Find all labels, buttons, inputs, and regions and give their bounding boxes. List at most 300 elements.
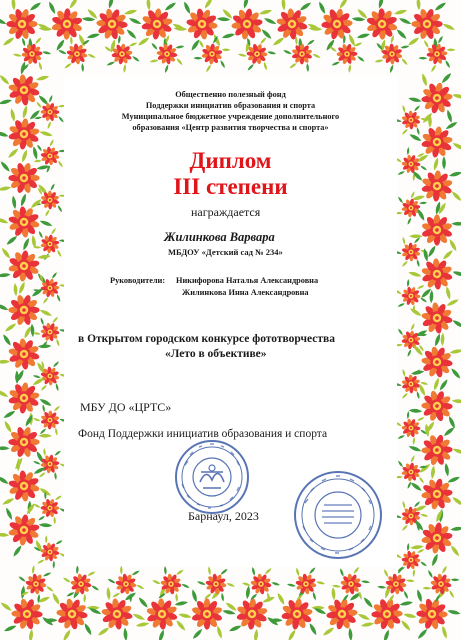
leaf-ornament xyxy=(430,465,435,479)
leaf-ornament xyxy=(13,53,22,57)
leaf-ornament xyxy=(397,328,404,336)
leaf-ornament xyxy=(55,383,59,391)
leaf-ornament xyxy=(0,532,9,537)
leaf-ornament xyxy=(29,1,42,12)
leaf-ornament xyxy=(451,578,460,581)
leaf-ornament xyxy=(440,72,452,84)
leaf-ornament xyxy=(9,108,16,122)
leaf-ornament xyxy=(451,222,461,226)
leaf-ornament xyxy=(361,621,375,627)
leaf-ornament xyxy=(348,64,352,73)
leaf-ornament xyxy=(64,62,73,69)
leaf-ornament xyxy=(417,416,425,421)
leaf-ornament xyxy=(53,561,55,569)
leaf-ornament xyxy=(289,62,298,69)
leaf-ornament xyxy=(54,495,62,501)
leaf-ornament xyxy=(402,237,406,245)
leaf-ornament xyxy=(22,237,31,251)
leaf-ornament xyxy=(383,569,389,578)
leaf-ornament xyxy=(444,60,451,69)
leaf-ornament xyxy=(50,183,56,191)
leaf-ornament xyxy=(107,578,116,585)
leaf-ornament xyxy=(39,397,53,407)
leaf-ornament xyxy=(450,190,461,202)
leaf-ornament xyxy=(449,348,461,354)
leaf-ornament xyxy=(251,567,255,576)
leaf-ornament xyxy=(312,53,321,59)
leaf-ornament xyxy=(447,609,461,616)
leaf-ornament xyxy=(191,589,199,603)
leaf-ornament xyxy=(402,369,406,377)
leaf-ornament xyxy=(353,566,361,575)
leaf-ornament xyxy=(192,628,204,640)
leaf-ornament xyxy=(128,17,142,26)
leaf-ornament xyxy=(407,147,410,155)
leaf-ornament xyxy=(40,317,45,325)
leaf-ornament xyxy=(18,575,27,582)
leaf-ornament xyxy=(21,105,28,119)
supervisors-label: Руководители: xyxy=(110,276,166,285)
leaf-ornament xyxy=(2,36,15,47)
leaf-ornament xyxy=(356,32,370,39)
flower-ornament xyxy=(7,28,57,79)
leaf-ornament xyxy=(434,1,447,12)
leaf-ornament xyxy=(0,272,11,277)
leaf-ornament xyxy=(123,64,127,73)
signatory-second: Фонд Поддержки инициатив образования и спорта xyxy=(78,428,328,440)
leaf-ornament xyxy=(38,515,46,521)
leaf-ornament xyxy=(402,105,406,113)
leaf-ornament xyxy=(247,63,255,71)
leaf-ornament xyxy=(416,127,420,135)
leaf-ornament xyxy=(339,568,345,577)
leaf-ornament xyxy=(441,565,448,574)
leaf-ornament xyxy=(410,455,415,463)
leaf-ornament xyxy=(48,95,53,103)
leaf-ornament xyxy=(207,566,211,575)
flower-ornament xyxy=(412,30,461,78)
leaf-ornament xyxy=(398,17,412,26)
leaf-ornament xyxy=(222,48,231,51)
leaf-ornament xyxy=(118,35,122,44)
leaf-ornament xyxy=(452,93,461,100)
leaf-ornament xyxy=(438,378,449,391)
leaf-ornament xyxy=(407,411,410,419)
leaf-ornament xyxy=(45,535,47,543)
leaf-ornament xyxy=(175,593,178,602)
leaf-ornament xyxy=(54,427,58,435)
leaf-ornament xyxy=(447,48,456,51)
leaf-ornament xyxy=(437,35,444,44)
leaf-ornament xyxy=(51,592,61,606)
leaf-ornament xyxy=(42,404,46,412)
leaf-ornament xyxy=(39,428,47,435)
leaf-ornament xyxy=(176,57,184,65)
recipient-name: Жилинкова Варвара xyxy=(164,230,275,244)
leaf-ornament xyxy=(123,627,128,640)
leaf-ornament xyxy=(50,227,56,235)
flower-ornament xyxy=(393,320,429,359)
leaf-ornament xyxy=(66,591,75,597)
leaf-ornament xyxy=(271,581,280,586)
leaf-ornament xyxy=(132,612,146,621)
leaf-ornament xyxy=(197,580,206,586)
leaf-ornament xyxy=(49,139,54,147)
flower-ornament xyxy=(393,499,429,532)
leaf-ornament xyxy=(52,361,59,368)
leaf-ornament xyxy=(434,333,442,347)
leaf-ornament xyxy=(221,593,225,602)
leaf-ornament xyxy=(136,584,145,591)
leaf-ornament xyxy=(70,36,73,45)
leaf-ornament xyxy=(419,201,427,204)
flower-ornament xyxy=(83,0,140,55)
leaf-ornament xyxy=(408,444,422,452)
flower-ornament xyxy=(32,225,69,263)
leaf-ornament xyxy=(76,565,79,574)
leaf-ornament xyxy=(354,42,363,48)
leaf-ornament xyxy=(267,51,276,55)
leaf-ornament xyxy=(245,585,250,599)
leaf-ornament xyxy=(427,245,437,259)
leaf-ornament xyxy=(264,567,272,575)
leaf-ornament xyxy=(220,568,229,576)
leaf-ornament xyxy=(401,392,408,399)
leaf-ornament xyxy=(417,548,425,553)
leaf-ornament xyxy=(5,235,18,246)
footer-city-year: Барнаул, 2023 xyxy=(188,509,259,523)
leaf-ornament xyxy=(0,74,11,86)
leaf-ornament xyxy=(420,381,428,385)
leaf-ornament xyxy=(56,294,61,302)
leaf-ornament xyxy=(409,133,423,143)
leaf-ornament xyxy=(253,629,258,640)
leaf-ornament xyxy=(3,624,17,633)
supervisor-first: Никифорова Наталья Александровна xyxy=(176,276,319,285)
leaf-ornament xyxy=(91,584,100,591)
leaf-ornament xyxy=(318,1,327,15)
leaf-ornament xyxy=(0,17,7,26)
leaf-ornament xyxy=(0,475,9,486)
leaf-ornament xyxy=(407,543,410,551)
leaf-ornament xyxy=(412,344,424,357)
leaf-ornament xyxy=(11,0,16,11)
flower-ornament xyxy=(125,0,188,53)
leaf-ornament xyxy=(34,160,42,163)
leaf-ornament xyxy=(389,64,394,73)
leaf-ornament xyxy=(219,60,226,69)
leaf-ornament xyxy=(447,415,456,429)
leaf-ornament xyxy=(331,61,340,67)
leaf-ornament xyxy=(259,37,267,45)
leaf-ornament xyxy=(442,22,456,31)
leaf-ornament xyxy=(446,298,460,307)
flower-ornament xyxy=(0,0,51,51)
leaf-ornament xyxy=(412,569,415,577)
leaf-ornament xyxy=(30,198,43,209)
leaf-ornament xyxy=(28,629,33,640)
leaf-ornament xyxy=(416,259,420,267)
leaf-ornament xyxy=(402,501,406,509)
leaf-ornament xyxy=(33,460,41,465)
leaf-ornament xyxy=(420,165,428,172)
leaf-ornament xyxy=(357,612,371,621)
leaf-ornament xyxy=(36,144,43,152)
leaf-ornament xyxy=(152,579,161,585)
leaf-ornament xyxy=(1,497,15,506)
leaf-ornament xyxy=(13,283,18,297)
leaf-ornament xyxy=(401,57,409,65)
leaf-ornament xyxy=(443,426,456,437)
leaf-ornament xyxy=(420,513,428,517)
leaf-ornament xyxy=(0,247,11,260)
leaf-ornament xyxy=(132,55,141,62)
leaf-ornament xyxy=(7,147,19,159)
leaf-ornament xyxy=(407,481,412,489)
diploma-content xyxy=(64,76,397,566)
leaf-ornament xyxy=(83,594,86,603)
leaf-ornament xyxy=(242,582,251,587)
leaf-ornament xyxy=(416,589,424,603)
leaf-ornament xyxy=(11,195,17,209)
leaf-ornament xyxy=(136,621,150,627)
leaf-ornament xyxy=(47,121,52,129)
leaf-ornament xyxy=(272,36,285,47)
leaf-ornament xyxy=(287,629,297,640)
leaf-ornament xyxy=(0,130,9,138)
leaf-ornament xyxy=(37,559,45,565)
flower-ornament xyxy=(239,563,283,605)
leaf-ornament xyxy=(175,619,187,632)
leaf-ornament xyxy=(56,249,62,257)
leaf-ornament xyxy=(431,553,440,567)
leaf-ornament xyxy=(452,399,461,404)
contest-line-1: в Открытом городском конкурсе фототворчества xyxy=(78,333,335,345)
leaf-ornament xyxy=(217,17,231,22)
leaf-ornament xyxy=(451,496,461,507)
leaf-ornament xyxy=(306,63,309,72)
leaf-ornament xyxy=(55,338,60,346)
leaf-ornament xyxy=(30,323,35,337)
leaf-ornament xyxy=(442,249,454,261)
leaf-ornament xyxy=(417,284,425,289)
leaf-ornament xyxy=(287,583,296,587)
leaf-ornament xyxy=(329,45,338,52)
leaf-ornament xyxy=(87,53,96,59)
leaf-ornament xyxy=(399,600,413,606)
flower-ornament xyxy=(215,0,279,57)
leaf-ornament xyxy=(441,625,449,639)
leaf-ornament xyxy=(410,544,424,549)
leaf-ornament xyxy=(259,9,273,16)
leaf-ornament xyxy=(0,303,9,312)
leaf-ornament xyxy=(106,61,115,67)
leaf-ornament xyxy=(183,1,192,15)
leaf-ornament xyxy=(39,130,53,138)
leaf-ornament xyxy=(322,626,335,637)
leaf-ornament xyxy=(446,109,454,123)
leaf-ornament xyxy=(448,238,458,252)
leaf-ornament xyxy=(39,523,53,528)
leaf-ornament xyxy=(400,619,412,632)
leaf-ornament xyxy=(38,61,43,70)
flower-ornament xyxy=(100,33,143,75)
leaf-ornament xyxy=(54,450,62,457)
flower-ornament xyxy=(233,30,280,79)
leaf-ornament xyxy=(394,9,408,16)
leaf-ornament xyxy=(53,516,56,524)
leaf-ornament xyxy=(82,17,96,22)
org-line-2: Поддержки инициатив образования и спорта xyxy=(145,101,316,110)
leaf-ornament xyxy=(62,629,72,640)
leaf-ornament xyxy=(417,628,429,640)
leaf-ornament xyxy=(397,460,404,468)
flower-ornament xyxy=(16,562,56,606)
leaf-ornament xyxy=(0,601,13,612)
leaf-ornament xyxy=(137,36,150,47)
flower-ornament xyxy=(284,563,327,606)
flower-ornament xyxy=(133,583,191,640)
leaf-ornament xyxy=(146,0,151,11)
leaf-ornament xyxy=(87,571,96,577)
leaf-ornament xyxy=(18,281,27,295)
leaf-ornament xyxy=(43,448,46,456)
leaf-ornament xyxy=(48,1,57,15)
leaf-ornament xyxy=(19,193,27,207)
leaf-ornament xyxy=(316,581,325,585)
flower-ornament xyxy=(347,0,417,58)
supervisor-second: Жилинкова Инна Александровна xyxy=(182,288,309,297)
leaf-ornament xyxy=(447,475,461,484)
leaf-ornament xyxy=(164,566,167,575)
leaf-ornament xyxy=(422,587,431,590)
leaf-ornament xyxy=(397,170,405,175)
leaf-ornament xyxy=(0,446,10,450)
leaf-ornament xyxy=(203,0,214,10)
leaf-ornament xyxy=(452,447,461,455)
org-line-3: Муниципальное бюджетное учреждение дополнительного xyxy=(121,112,340,121)
leaf-ornament xyxy=(403,612,417,619)
leaf-ornament xyxy=(129,42,138,48)
diploma-degree: III степени xyxy=(173,174,288,199)
leaf-ornament xyxy=(21,149,29,163)
leaf-ornament xyxy=(57,160,64,168)
left-seal-icon xyxy=(173,438,251,516)
leaf-ornament xyxy=(408,96,422,103)
leaf-ornament xyxy=(34,37,42,45)
flower-ornament xyxy=(393,410,428,445)
leaf-ornament xyxy=(410,481,423,492)
leaf-ornament xyxy=(401,524,408,531)
leaf-ornament xyxy=(57,205,63,213)
leaf-ornament xyxy=(151,42,159,50)
leaf-ornament xyxy=(238,53,247,57)
leaf-ornament xyxy=(0,216,9,224)
leaf-ornament xyxy=(397,434,405,439)
leaf-ornament xyxy=(36,75,50,82)
leaf-ornament xyxy=(263,17,277,26)
leaf-ornament xyxy=(408,270,422,278)
leaf-ornament xyxy=(452,141,461,151)
flower-ornament xyxy=(304,0,370,59)
leaf-ornament xyxy=(281,0,286,11)
leaf-ornament xyxy=(295,567,300,576)
leaf-ornament xyxy=(36,101,43,109)
leaf-ornament xyxy=(216,625,224,639)
leaf-ornament xyxy=(407,349,412,357)
leaf-ornament xyxy=(51,272,58,280)
diploma-title: Диплом xyxy=(189,148,272,173)
leaf-ornament xyxy=(62,577,71,584)
leaf-ornament xyxy=(445,286,452,300)
leaf-ornament xyxy=(5,507,14,521)
leaf-ornament xyxy=(432,377,440,391)
leaf-ornament xyxy=(176,569,185,576)
leaf-ornament xyxy=(397,196,404,204)
leaf-ornament xyxy=(263,61,268,70)
leaf-ornament xyxy=(0,360,10,364)
leaf-ornament xyxy=(409,307,422,318)
leaf-ornament xyxy=(39,308,53,317)
flower-ornament xyxy=(59,563,103,605)
leaf-ornament xyxy=(3,409,17,419)
leaf-ornament xyxy=(68,0,79,10)
org-line-1: Общественно полезный фонд xyxy=(175,90,286,99)
leaf-ornament xyxy=(260,28,272,40)
leaf-ornament xyxy=(124,9,138,16)
leaf-ornament xyxy=(86,32,100,39)
leaf-ornament xyxy=(38,434,52,438)
leaf-ornament xyxy=(361,580,370,584)
leaf-ornament xyxy=(312,591,317,600)
leaf-ornament xyxy=(410,323,415,331)
leaf-ornament xyxy=(125,28,137,40)
leaf-ornament xyxy=(401,260,408,267)
recipient-institution: МБДОУ «Детский сад № 234» xyxy=(168,247,283,257)
leaf-ornament xyxy=(149,59,158,63)
leaf-ornament xyxy=(448,590,455,599)
contest-line-2: «Лето в объективе» xyxy=(165,348,267,360)
leaf-ornament xyxy=(112,592,121,599)
leaf-ornament xyxy=(429,290,433,304)
leaf-ornament xyxy=(403,590,409,599)
leaf-ornament xyxy=(407,36,420,47)
leaf-ornament xyxy=(299,1,312,12)
leaf-ornament xyxy=(421,73,429,87)
leaf-ornament xyxy=(450,526,461,531)
leaf-ornament xyxy=(54,472,57,480)
leaf-ornament xyxy=(120,566,123,575)
leaf-ornament xyxy=(107,0,114,9)
leaf-ornament xyxy=(39,219,53,227)
leaf-ornament xyxy=(418,57,427,60)
leaf-ornament xyxy=(307,39,316,46)
leaf-ornament xyxy=(242,0,249,9)
leaf-ornament xyxy=(43,572,52,578)
leaf-ornament xyxy=(338,0,349,10)
leaf-ornament xyxy=(0,389,9,399)
leaf-ornament xyxy=(53,405,61,412)
flower-ornament xyxy=(189,33,234,75)
leaf-ornament xyxy=(308,622,318,636)
leaf-ornament xyxy=(164,1,177,12)
leaf-ornament xyxy=(409,234,423,238)
leaf-ornament xyxy=(0,98,12,105)
leaf-ornament xyxy=(418,476,425,484)
leaf-ornament xyxy=(178,612,192,619)
leaf-ornament xyxy=(430,64,437,73)
leaf-ornament xyxy=(38,230,44,238)
